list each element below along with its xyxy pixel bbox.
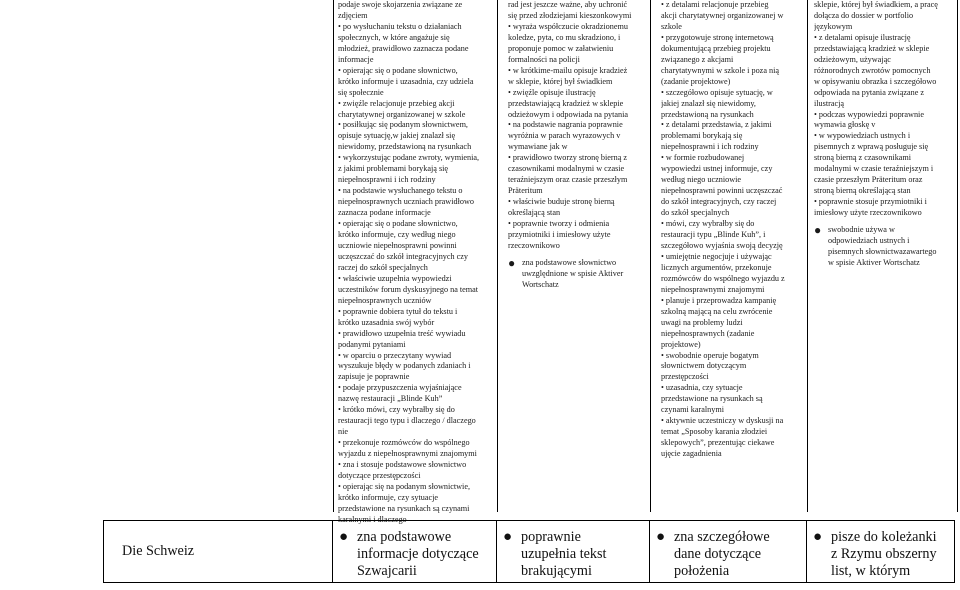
text-line: • poprawnie stosuje przymiotniki i [814,197,927,207]
text-line: • krótko mówi, czy wybrałby się do [338,405,455,415]
text-line: • właściwie uzupełnia wypowiedzi [338,273,452,283]
text-line: karalnymi i dlaczego [338,514,407,524]
text-line: stroną bierną określającą stan [814,186,911,196]
text-line: wyszukuje błędy w podanych zdaniach i [338,361,471,371]
text-line: szkolną mającą na celu zwrócenie [661,306,773,316]
text-line: odzieżowym i odpowiada na pytania [508,109,629,119]
text-line: • wyraża współczucie okradzionemu [508,21,628,31]
bullet-icon: ● [339,529,349,545]
text-line: niepełnosprawni i ich rodziny [661,142,759,152]
text-line: • zwięźle opisuje ilustrację [508,87,596,97]
text-line: restauracji typu „Blinde Kuh”, i [661,230,766,240]
text-line: • zna i stosuje podstawowe słownictwo [338,460,467,470]
text-line: • posiłkując się podanym słownictwem, [338,120,468,130]
text-line: rad jest jeszcze ważne, aby uchronić [508,0,628,9]
table-line [333,0,334,512]
text-line: akcji charytatywnej organizowanej w [661,10,784,20]
table-line [957,0,958,512]
text-line: się społecznie [338,87,384,97]
text-line: • podczas wypowiedzi poprawnie [814,109,924,119]
text-line: problemami borykają się [661,131,743,141]
text-line: krótko informuje, czy według niego [338,230,456,240]
text-line: swobodnie używa w [828,225,895,235]
cell-line: pisze do koleżanki [831,529,937,545]
text-line: • prawidłowo tworzy stronę bierną z [508,153,628,163]
text-line: • aktywnie uczestniczy w dyskusji na [661,416,784,426]
text-line: sklepowych”, prezentując ciekawe [661,438,775,448]
text-line: • z detalami opisuje ilustrację [814,32,911,42]
text-line: niepełnosprawnymi znajomymi [661,284,765,294]
text-line: niepełnosprawni powinni uczęszczać [661,186,783,196]
text-line: zna podstawowe słownictwo [522,257,617,267]
text-line: dołącza do dossier w portfolio [814,10,914,20]
text-line: charytatywnej organizowanej w szkole [338,109,466,119]
text-line: projektowe) [661,339,701,349]
text-line: wyróżnia w parach wyrazowych v [508,131,621,141]
text-line: wypowiedzi ustnej informuje, czy [661,164,773,174]
text-line: pisemnych z wprawą posługuje się [814,142,929,152]
text-line: • podaje przypuszczenia wyjaśniające [338,383,462,393]
text-line: • wykorzystując podane zwroty, wymienia, [338,153,480,163]
text-line: związanego z akcjami [661,54,734,64]
text-line: charytatywnymi w szkole i poza nią [661,65,779,75]
table-line [807,0,808,512]
text-line: odpowiedziach ustnych i [828,236,910,246]
text-line: opisuje sytuację,w jakiej znalazł się [338,131,456,141]
text-line: licznych argumentów, przekonuje [661,262,772,272]
cell-line: list, w którym [831,563,911,579]
text-line: niewidomy, przedstawioną na rysunkach [338,142,472,152]
text-line: rzeczownikowo [508,240,560,250]
text-line: • opierając się o podane słownictwo, [338,65,458,75]
text-line: różnorodnych zwrotów pomocnych [814,65,931,75]
text-line: w spisie Aktiver Wortschatz [828,257,920,267]
bullet-icon: ● [813,529,823,545]
text-line: ujęcie zagadnienia [661,449,722,459]
text-line: • w oparciu o przeczytany wywiad [338,350,452,360]
cell-line: zna szczegółowe [674,529,770,545]
text-line: do szkół integracyjnych, czy raczej [661,197,777,207]
text-line: stroną bierną z czasownikami [814,153,912,163]
text-line: przymiotniki i imiesłowy użyte [508,230,611,240]
text-line: • w wypowiedziach ustnych i [814,131,911,141]
text-line: językowym [814,21,853,31]
text-line: szkole [661,21,682,31]
text-line: • z detalami przedstawia, z jakimi [661,120,772,130]
bottom-table [103,520,955,583]
text-line: • swobodnie operuje bogatym [661,350,759,360]
text-line: nie [338,427,349,437]
text-line: wymawia głoskę v [814,120,876,130]
text-line: wyjazdu z niepełnosprawnymi znajomymi [338,449,477,459]
text-line: • przygotowuje stronę internetową [661,32,774,42]
text-line: Präteritum [508,186,543,196]
text-line: uczęszczać do szkół integracyjnych czy [338,251,469,261]
text-line: do szkół specjalnych [661,208,730,218]
text-line: formalności na policji [508,54,580,64]
text-line: odpowiada na pytania związane z [814,87,925,97]
text-line: wymawiane jak w [508,142,568,152]
text-line: społecznych, w które angażuje się [338,32,450,42]
table-cell [333,521,497,583]
text-line: informacje [338,54,374,64]
text-line: pisemnych słownictwazawartego [828,246,937,256]
text-line: • na podstawie nagrania poprawnie [508,120,623,130]
text-line: przedstawioną na rysunkach [661,109,754,119]
text-line: uczniowie niepełnosprawni powinni [338,240,457,250]
table-cell [497,521,650,583]
text-line: • przekonuje rozmówców do wspólnego [338,438,470,448]
text-line: w opisywaniu obrazka i szczegółowo [814,76,937,86]
text-line: • poprawnie tworzy i odmienia [508,219,610,229]
table-line [650,0,651,512]
text-line: • zwięźle relacjonuje przebieg akcji [338,98,455,108]
cell-line: położenia [674,563,730,579]
text-line: dokumentującą przebieg projektu [661,43,771,53]
text-line: krótko informuje, czy sytuacje [338,492,439,502]
text-line: raczej do szkół specjalnych [338,262,428,272]
text-line: • poprawnie dobiera tytuł do tekstu i [338,306,458,316]
text-line: przedstawione na rysunkach są [661,394,763,404]
text-line: przedstawione na rysunkach są czynami [338,503,470,513]
text-line: z jakimi problemami borykają się [338,164,449,174]
text-line: się przed złodziejami kieszonkowymi [508,10,632,20]
text-line: według niego uczniowie [661,175,742,185]
text-line: Wortschatz [522,279,559,289]
text-line: • na podstawie wysłuchanego tekstu o [338,186,463,196]
text-line: w sklepie, której był świadkiem [508,76,613,86]
text-line: uczestników forum dyskusyjnego na temat [338,284,479,294]
text-line: • opierając się na podanym słownictwie, [338,481,471,491]
text-line: • z detalami relacjonuje przebieg [661,0,769,9]
text-line: słownictwem dotyczącym [661,361,747,371]
text-line: (zadanie projektowe) [661,76,731,86]
text-line: • uzasadnia, czy sytuacje [661,383,743,393]
text-line: koledze, pyta, co mu skradziono, i [508,32,621,42]
text-line: niepełnosprawnych uczniach prawidłowo [338,197,474,207]
list-item [508,255,648,291]
text-line: czasie przeszłym Präteritum oraz [814,175,923,185]
bullet-icon: ● [814,223,822,238]
text-line: czynami karalnymi [661,405,724,415]
text-line: krótko uzasadnia swój wybór [338,317,435,327]
text-line: • szczegółowo opisuje sytuację, w [661,87,773,97]
text-line: niepełnosprawni i ich rodziny [338,175,436,185]
list-item [814,225,956,269]
text-line: modalnymi w czasie teraźniejszym i [814,164,934,174]
text-line: sklepie, której był świadkiem, a pracę [814,0,938,9]
text-line: podaje swoje skojarzenia związane ze [338,0,463,9]
bullet-icon: ● [503,529,513,545]
cell-line: brakującymi [521,563,592,579]
text-line: temat „Sposoby karania złodziei [661,427,768,437]
criteria-column-1 [338,0,496,526]
text-line: określającą stan [508,208,561,218]
text-line: przedstawiającą kradzież w sklepie [508,98,624,108]
text-line: proponuje pomoc w załatwieniu [508,43,614,53]
bullet-icon: ● [508,255,516,270]
text-line: niepełnosprawnych uczniów [338,295,432,305]
text-line: przestępczości [661,372,709,382]
text-line: • prawidłowo uzupełnia treść wywiadu [338,328,466,338]
topic-label: Die Schweiz [122,543,195,559]
text-line: zdjęciem [338,10,368,20]
table-line [497,0,498,512]
cell-line: dane dotyczące [674,546,762,562]
text-line: uwagi na problemy ludzi [661,317,743,327]
text-line: • planuje i przeprowadza kampanię [661,295,777,305]
text-line: odzieżowym, używając [814,54,891,64]
cell-line: Szwajcarii [357,563,417,579]
text-line: niepełnosprawnych (zadanie [661,328,755,338]
text-line: • w formie rozbudowanej [661,153,745,163]
text-line: teraźniejszym oraz czasie przeszłym [508,175,628,185]
text-line: jakiej znalazł się niewidomy, [661,98,756,108]
text-line: • umiejętnie negocjuje i używając [661,251,772,261]
text-line: ilustracją [814,98,845,108]
text-line: dotyczące przestępczości [338,470,421,480]
text-line: przedstawiającą kradzież w sklepie [814,43,930,53]
text-line: podanymi pytaniami [338,339,406,349]
criteria-column-4 [814,0,956,269]
text-line: rozmówców do wspólnego wyjazdu z [661,273,785,283]
text-line: • opierając się o podane słownictwo, [338,219,458,229]
criteria-column-2 [508,0,648,291]
text-line: restauracji tego typu i dlaczego / dlaczego [338,416,476,426]
text-line: uwzględnione w spisie Aktiver [522,268,624,278]
cell-line: uzupełnia tekst [521,546,607,562]
text-line: szczegółowo wyjaśnia swoją decyzję [661,240,783,250]
text-line: czasownikami modalnymi w czasie [508,164,625,174]
topic-cell [104,521,333,583]
text-line: krótko informuje i uzasadnia, czy udziela [338,76,474,86]
criteria-column-3 [661,0,805,460]
table-cell [650,521,807,583]
text-line: • po wysłuchaniu tekstu o działaniach [338,21,462,31]
text-line: imiesłowy użyte rzeczownikowo [814,208,922,218]
cell-line: zna podstawowe [357,529,452,545]
bullet-icon: ● [656,529,666,545]
text-line: młodzież, prawidłowo zaznacza podane [338,43,469,53]
cell-line: informacje dotyczące [357,546,479,562]
text-line: • mówi, czy wybrałby się do [661,219,755,229]
cell-line: z Rzymu obszerny [831,546,937,562]
cell-line: poprawnie [521,529,581,545]
text-line: • w krótkime-mailu opisuje kradzież [508,65,628,75]
text-line: zaznacza podane informacje [338,208,431,218]
table-cell [807,521,955,583]
text-line: zapisuje je poprawnie [338,372,410,382]
text-line: • właściwie buduje stronę bierną [508,197,615,207]
text-line: nazwę restauracji „Blinde Kuh” [338,394,443,404]
table-row [104,521,955,583]
